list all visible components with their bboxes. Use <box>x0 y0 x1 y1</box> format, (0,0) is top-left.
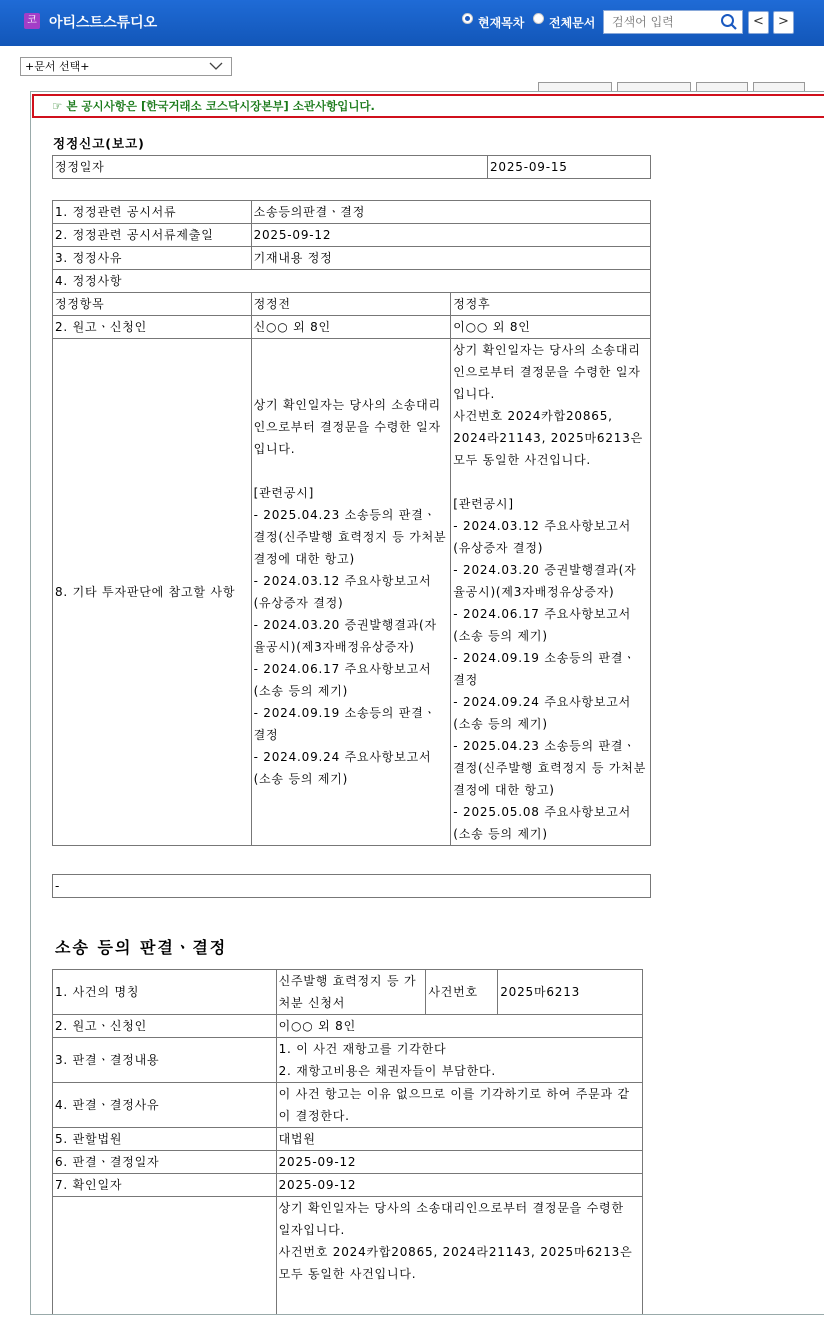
ruling-title: 소송 등의 판결ㆍ결정 <box>55 938 228 957</box>
item1-after: 이○○ 외 8인 <box>451 316 651 339</box>
search-icon[interactable] <box>720 13 738 31</box>
court-value: 대법원 <box>276 1128 642 1151</box>
confirm-date-label: 7. 확인일자 <box>53 1174 277 1197</box>
plaintiff-value: 이○○ 외 8인 <box>276 1015 642 1038</box>
correction-date-value: 2025-09-15 <box>488 156 651 179</box>
case-no-label: 사건번호 <box>426 970 498 1015</box>
footnote-table <box>52 874 651 898</box>
correction-date-table <box>52 155 651 179</box>
chevron-down-icon <box>209 60 223 72</box>
case-name-value: 신주발행 효력정지 등 가처분 신청서 <box>276 970 426 1015</box>
related-doc-date-value: 2025-09-12 <box>251 224 650 247</box>
document-select[interactable] <box>20 57 232 76</box>
case-no-value: 2025마6213 <box>498 970 643 1015</box>
item1-label: 2. 원고ㆍ신청인 <box>53 316 252 339</box>
related-doc-date-label: 2. 정정관련 공시서류제출일 <box>53 224 252 247</box>
document-select-value: +문서 선택+ <box>25 60 90 73</box>
reason-value: 이 사건 항고는 이유 없으므로 이를 기각하기로 하여 주문과 같이 결정한다. <box>276 1083 642 1128</box>
jurisdiction-notice: ☞ 본 공시사항은 [한국거래소 코스닥시장본부] 소관사항입니다. <box>32 94 824 118</box>
related-doc-value: 소송등의판결ㆍ결정 <box>251 201 650 224</box>
correction-detail-table <box>52 200 651 846</box>
radio-current-toc-label[interactable]: 현재목차 <box>478 16 525 30</box>
prev-button[interactable]: < <box>748 11 769 34</box>
top-bar <box>0 0 824 46</box>
content-label: 3. 판결ㆍ결정내용 <box>53 1038 277 1083</box>
ruling-table <box>52 969 643 1315</box>
radio-current-toc[interactable] <box>462 13 473 24</box>
search-input[interactable] <box>612 14 712 30</box>
correction-items-label: 4. 정정사항 <box>53 270 651 293</box>
correction-title: 정정신고(보고) <box>53 136 145 151</box>
header-after: 정정후 <box>451 293 651 316</box>
radio-all-docs-label[interactable]: 전체문서 <box>549 16 596 30</box>
ruling-date-label: 6. 판결ㆍ결정일자 <box>53 1151 277 1174</box>
correction-reason-label: 3. 정정사유 <box>53 247 252 270</box>
reason-label: 4. 판결ㆍ결정사유 <box>53 1083 277 1128</box>
ruling-date-value: 2025-09-12 <box>276 1151 642 1174</box>
item2-label: 8. 기타 투자판단에 참고할 사항 <box>53 339 252 846</box>
footnote-value: - <box>53 875 651 898</box>
other-value: 상기 확인일자는 당사의 소송대리인으로부터 결정문을 수령한 일자입니다. 사건번호 2024카합20865, 2024라21143, 2025마6213은 모두 동일한 사건입니다. <box>276 1197 642 1316</box>
content-value: 1. 이 사건 재항고를 기각한다 2. 재항고비용은 채권자들이 부담한다. <box>276 1038 642 1083</box>
other-label <box>53 1197 277 1316</box>
search-box[interactable] <box>603 10 743 34</box>
confirm-date-value: 2025-09-12 <box>276 1174 642 1197</box>
item1-before: 신○○ 외 8인 <box>251 316 451 339</box>
plaintiff-label: 2. 원고ㆍ신청인 <box>53 1015 277 1038</box>
company-logo-icon: 코 <box>24 13 40 29</box>
court-label: 5. 관할법원 <box>53 1128 277 1151</box>
next-button[interactable]: > <box>773 11 794 34</box>
correction-reason-value: 기재내용 정정 <box>251 247 650 270</box>
related-doc-label: 1. 정정관련 공시서류 <box>53 201 252 224</box>
radio-all-docs[interactable] <box>533 13 544 24</box>
item2-before: 상기 확인일자는 당사의 소송대리인으로부터 결정문을 수령한 일자입니다. [관련공시] - 2025.04.23 소송등의 판결ㆍ결정(신주발행 효력정지 등 가처분 결정에 대한 항고) - 2024.03.12 주요사항보고서(유상증자 결정) - 2024.03.20 증권발행결과(자율공시)(제3자배정유상증자) - 2024.06.17 주요사항보고서(소송 등의 제기) - 2024.09.19 소송등의 판결ㆍ결정 - 2024.09.24 주요사항보고서(소송 등의 제기) <box>251 339 451 846</box>
document-frame <box>30 91 824 1315</box>
company-title: 아티스트스튜디오 <box>49 15 158 31</box>
item2-after: 상기 확인일자는 당사의 소송대리인으로부터 결정문을 수령한 일자입니다. 사건번호 2024카합20865, 2024라21143, 2025마6213은 모두 동일한 사건입니다. [관련공시] - 2024.03.12 주요사항보고서(유상증자 결정) - 2024.03.20 증권발행결과(자율공시)(제3자배정유상증자) - 2024.06.17 주요사항보고서(소송 등의 제기) - 2024.09.19 소송등의 판결ㆍ결정 - 2024.09.24 주요사항보고서(소송 등의 제기) - 2025.04.23 소송등의 판결ㆍ결정(신주발행 효력정지 등 가처분 결정에 대한 항고) - 2025.05.08 주요사항보고서(소송 등의 제기) <box>451 339 651 846</box>
case-name-label: 1. 사건의 명칭 <box>53 970 277 1015</box>
header-item: 정정항목 <box>53 293 252 316</box>
correction-date-label: 정정일자 <box>53 156 488 179</box>
header-before: 정정전 <box>251 293 451 316</box>
